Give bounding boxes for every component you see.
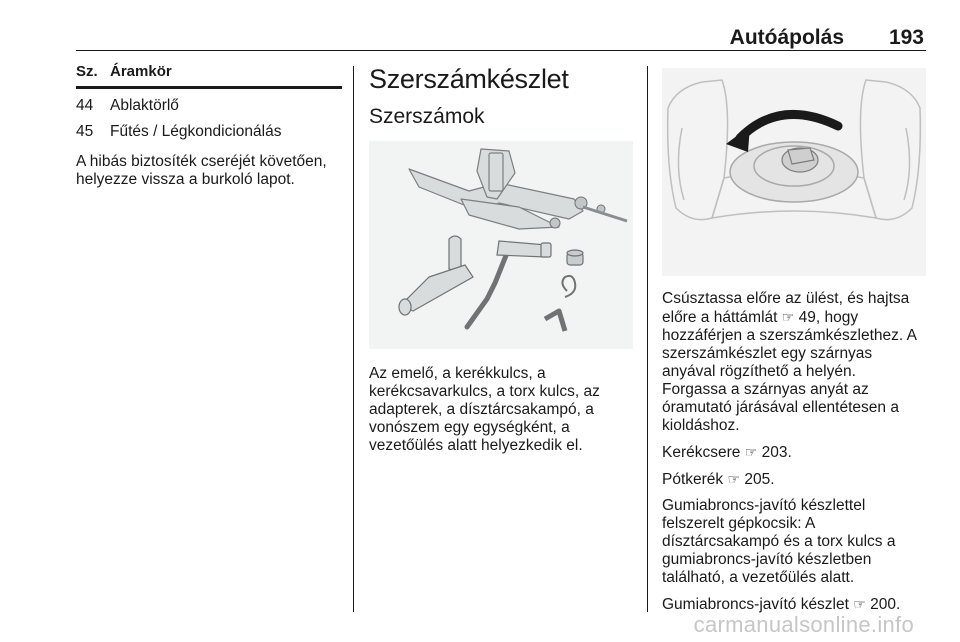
- page-ref[interactable]: 205.: [744, 471, 775, 488]
- page-ref[interactable]: 49: [798, 309, 816, 326]
- table-row: [76, 123, 342, 141]
- page-ref-icon: ☞: [727, 471, 741, 487]
- tools-illustration: [369, 141, 633, 349]
- page-ref-icon: ☞: [781, 309, 795, 325]
- page-header: [76, 22, 926, 51]
- cross-reference[interactable]: Gumiabroncs-javító készlet ☞ 200.: [662, 596, 901, 613]
- fuse-circuit: Fűtés / Légkondicionálás: [110, 123, 282, 140]
- table-row: [76, 97, 342, 115]
- page-ref[interactable]: 200.: [870, 596, 901, 613]
- page-ref-icon: ☞: [744, 444, 758, 460]
- column-divider: [353, 66, 354, 612]
- replacement-note: A hibás biztosíték cseréjét követően, helyezze vissza a burkoló lapot.: [76, 153, 327, 188]
- column-middle: [369, 64, 635, 455]
- tools-description: Az emelő, a kerékkulcs, a kerékcsavarkulcs, a torx kulcs, az adapterek, a dísztárcsakampó, a vonószem egy egységként, a vezetőülés alatt helyezkedik el.: [369, 365, 600, 454]
- fuse-col-circuit: Áramkör: [110, 63, 172, 80]
- fuse-circuit: Ablaktörlő: [110, 97, 179, 114]
- fuse-number: 44: [76, 97, 94, 114]
- cross-reference[interactable]: Pótkerék ☞ 205.: [662, 471, 775, 488]
- fuse-number: 45: [76, 123, 94, 140]
- cross-reference[interactable]: Kerékcsere ☞ 203.: [662, 444, 792, 461]
- toolkit-release-text: Forgassa a szárnyas anyát az óramutató járásával ellentétesen a kioldáshoz.: [662, 381, 899, 434]
- column-divider: [647, 66, 648, 612]
- repair-kit-note: Gumiabroncs-javító készlettel felszerelt gépkocsik: A dísztárcsakampó és a torx kulcs a gumiabroncs-javító készletben található, a vezetőülés alatt.: [662, 497, 896, 586]
- page-title: Autóápolás: [729, 26, 844, 49]
- seat-toolkit-illustration: [662, 68, 926, 276]
- fuse-col-number: Sz.: [76, 63, 98, 80]
- column-left: [76, 63, 342, 189]
- page-ref-icon: ☞: [853, 596, 866, 612]
- subsection-heading: Szerszámok: [369, 105, 485, 128]
- page-number: 193: [888, 26, 924, 49]
- column-right: [662, 68, 928, 614]
- page-ref[interactable]: 203.: [761, 444, 792, 461]
- watermark: carmanualsonline.info: [693, 612, 914, 637]
- fuse-table-header: [76, 63, 342, 89]
- section-heading: Szerszámkészlet: [369, 64, 569, 94]
- toolkit-access-text: Csúsztassa előre az ülést, és hajtsa előre a háttámlát ☞ 49, hogy hozzáférjen a szerszámkészlethez. A szerszámkészlet egy szárnyas anyával rögzíthető a helyén.: [662, 290, 917, 380]
